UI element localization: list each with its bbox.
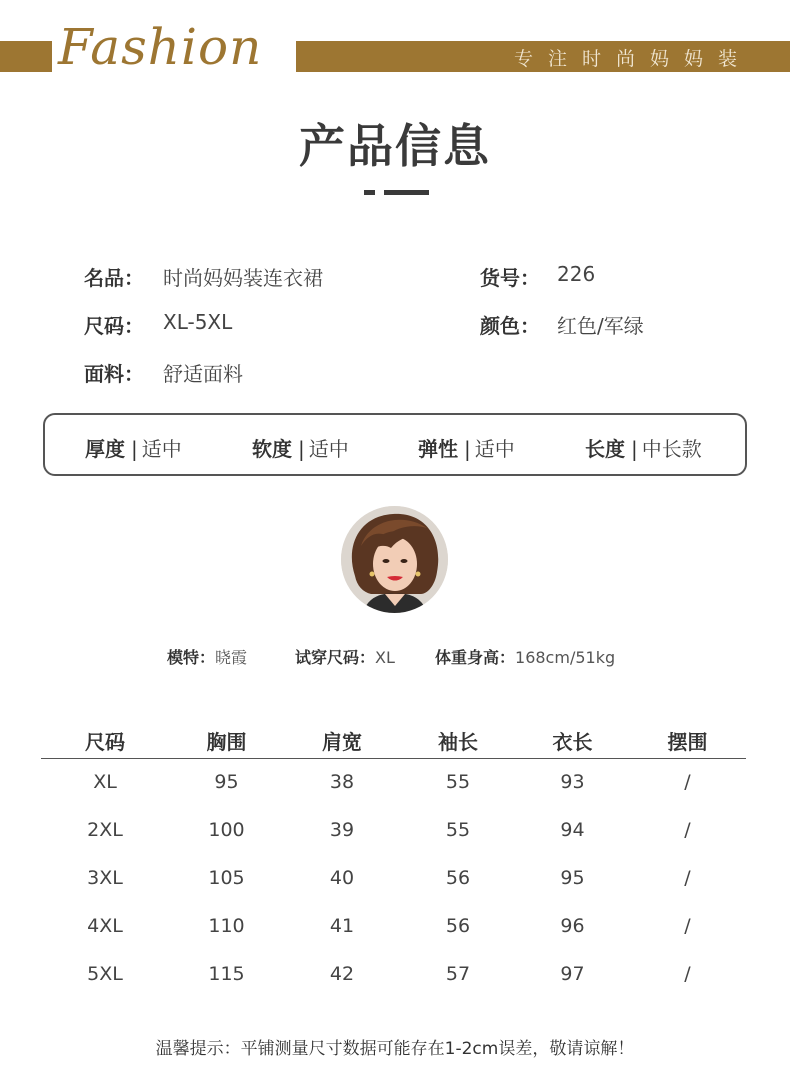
title-underline-long [384, 190, 429, 195]
cell-sleeve: 55 [445, 819, 471, 841]
model-portrait-icon [341, 506, 448, 613]
table-row [41, 854, 746, 902]
sku-label: 货号： [480, 266, 540, 290]
cell-sleeve: 57 [445, 963, 471, 985]
brand-logo: Fashion [58, 18, 263, 76]
attr-key: 软度 [252, 437, 292, 461]
size-label: 尺码： [84, 314, 144, 338]
attr-key: 厚度 [85, 437, 125, 461]
cell-shoulder: 42 [329, 963, 355, 985]
cell-length: 94 [560, 819, 585, 841]
attr-separator: | [131, 437, 138, 461]
cell-shoulder: 40 [329, 867, 355, 889]
cell-bust: 100 [208, 819, 245, 841]
cell-hem: / [684, 915, 691, 937]
header-hem: 摆围 [629, 723, 746, 758]
sku-value: 226 [557, 262, 596, 286]
model-avatar [341, 506, 448, 613]
header-bust: 胸围 [169, 723, 284, 758]
cell-size: 5XL [87, 963, 123, 985]
name-value: 时尚妈妈装连衣裙 [163, 266, 323, 290]
cell-shoulder: 39 [329, 819, 355, 841]
cell-bust: 110 [208, 915, 245, 937]
color-value: 红色/军绿 [557, 314, 644, 338]
table-row [41, 902, 746, 950]
attr-softness [252, 433, 349, 462]
footer-note: 温馨提示：平铺测量尺寸数据可能存在1-2cm误差，敬请谅解！ [155, 1039, 635, 1059]
cell-bust: 115 [208, 963, 245, 985]
header-shoulder: 肩宽 [284, 723, 400, 758]
attr-value: 适中 [474, 437, 515, 461]
attr-thickness [85, 433, 182, 462]
attribute-box [43, 413, 747, 476]
table-row [41, 806, 746, 854]
model-body-value: 168cm/51kg [515, 648, 616, 667]
attr-separator: | [464, 437, 471, 461]
section-title: 产品信息 [299, 119, 491, 173]
cell-length: 97 [560, 963, 585, 985]
model-name-label: 模特： [167, 648, 216, 667]
model-body [435, 645, 615, 668]
cell-bust: 105 [208, 867, 245, 889]
fabric-value: 舒适面料 [163, 362, 243, 386]
cell-bust: 95 [214, 771, 239, 794]
fabric-label: 面料： [84, 362, 144, 386]
title-underline-short [364, 190, 375, 195]
model-body-label: 体重身高： [435, 648, 516, 667]
cell-length: 95 [560, 867, 585, 889]
attr-value: 适中 [308, 437, 349, 461]
model-trial-size [295, 645, 395, 668]
cell-sleeve: 55 [445, 771, 471, 794]
header-size: 尺码 [41, 723, 169, 758]
header-slogan: 专注时尚妈妈装 [513, 48, 752, 70]
cell-size: 2XL [87, 819, 123, 841]
model-name [167, 645, 247, 668]
cell-sleeve: 56 [445, 915, 471, 937]
size-value: XL-5XL [163, 310, 233, 334]
cell-length: 96 [560, 915, 585, 937]
cell-length: 93 [560, 771, 585, 794]
cell-hem: / [684, 867, 691, 889]
color-label: 颜色： [480, 314, 540, 338]
model-size-value: XL [375, 648, 395, 667]
size-table [41, 723, 746, 998]
attr-key: 弹性 [418, 437, 458, 461]
table-row [41, 758, 746, 806]
attr-separator: | [298, 437, 305, 461]
header-sleeve: 袖长 [400, 723, 516, 758]
header-length: 衣长 [516, 723, 629, 758]
cell-size: XL [93, 771, 117, 794]
cell-size: 4XL [87, 915, 123, 937]
attr-elasticity [418, 433, 515, 462]
model-name-value: 晓霞 [215, 648, 248, 667]
cell-shoulder: 41 [329, 915, 355, 937]
attr-value: 适中 [141, 437, 182, 461]
cell-shoulder: 38 [329, 771, 355, 794]
name-label: 名品： [84, 266, 144, 290]
table-row [41, 950, 746, 998]
cell-hem: / [684, 771, 691, 794]
model-size-label: 试穿尺码： [295, 648, 376, 667]
cell-hem: / [684, 819, 691, 841]
cell-sleeve: 56 [445, 867, 471, 889]
attr-value: 中长款 [641, 437, 702, 461]
attr-separator: | [631, 437, 638, 461]
cell-size: 3XL [87, 867, 123, 889]
table-header-row [41, 723, 746, 758]
attr-key: 长度 [585, 437, 625, 461]
header-bar-left [0, 41, 52, 72]
attr-length [585, 433, 702, 462]
cell-hem: / [684, 963, 691, 985]
